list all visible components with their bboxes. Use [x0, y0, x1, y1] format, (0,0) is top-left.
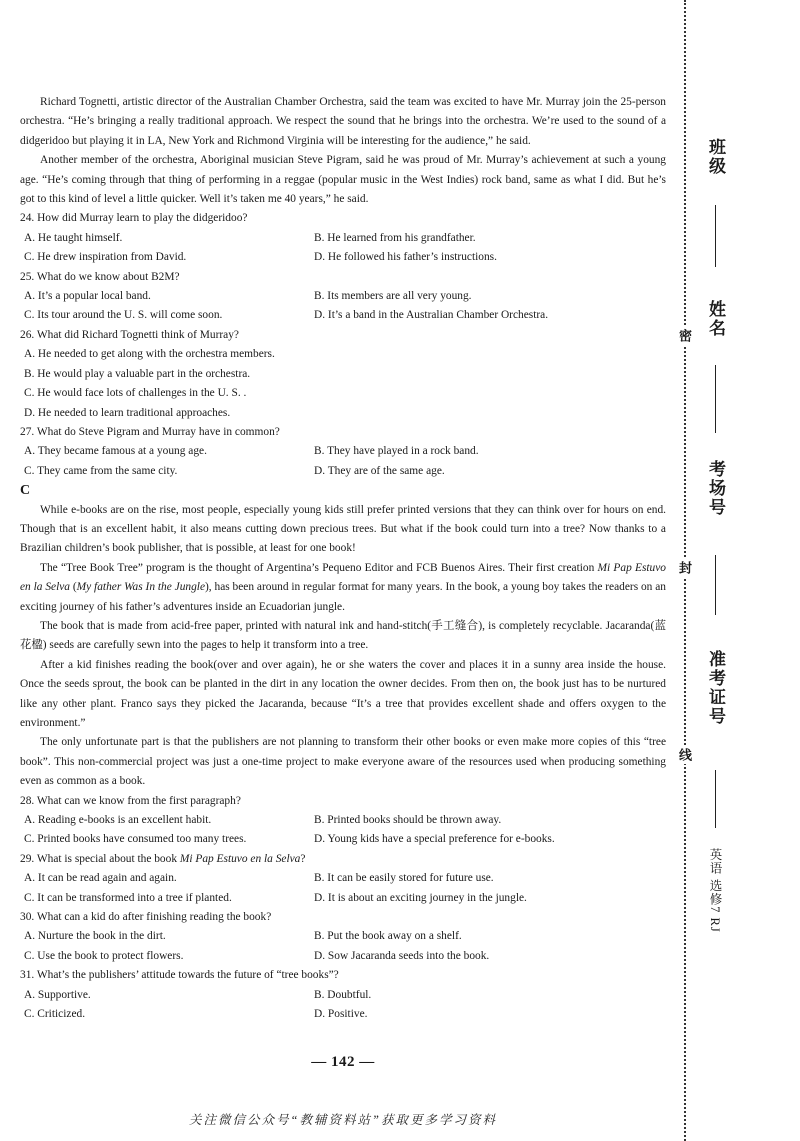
option: C. Use the book to protect flowers.	[24, 949, 184, 962]
option: A. It’s a popular local band.	[24, 290, 151, 303]
text-run: The “Tree Book Tree” program is the thought of Argentina’s Pequeno Editor and FCB Buenos Aires. Their first creation	[40, 561, 598, 574]
options-24	[20, 229, 666, 268]
option: C. It can be transformed into a tree if planted.	[24, 891, 232, 904]
options-28	[20, 811, 666, 850]
question-30: 30. What can a kid do after finishing reading the book?	[20, 911, 272, 924]
text-run: ?	[300, 852, 306, 865]
option: D. It’s a band in the Australian Chamber Orchestra.	[314, 309, 549, 322]
option: D. Young kids have a special preference for e-books.	[314, 833, 555, 846]
question-25: 25. What do we know about B2M?	[20, 270, 180, 283]
passage-paragraph: After a kid finishes reading the book(over and over again), he or she waters the cover and places it in a sunny area inside the house. Once the seeds sprout, the book can be planted in the dirt in any location the owner decides. From then on, the book just has to be nurtured like any other plant. Franco says they picked the Jacaranda, because “It’s a tree that provides excellent shade and offers oxygen to the environment.”	[20, 658, 666, 729]
option: A. He taught himself.	[24, 231, 123, 244]
footer-note: 关注微信公众号“教辅资料站”获取更多学习资料	[189, 1113, 497, 1127]
name-field-label: 姓名	[706, 300, 725, 338]
option: B. He learned from his grandfather.	[314, 231, 476, 244]
text-run: ), has been around in regular format for many years. In the book, a young boy takes the readers on an exciting journey of his father’s adventures inside an Ecuadorian jungle.	[20, 581, 666, 613]
question-24: 24. How did Murray learn to play the didgeridoo?	[20, 212, 248, 225]
text-run: (	[70, 581, 77, 594]
option: D. Sow Jacaranda seeds into the book.	[314, 949, 490, 962]
option: A. Nurture the book in the dirt.	[24, 930, 166, 943]
option: D. They are of the same age.	[314, 464, 445, 477]
option: A. He needed to get along with the orchestra members.	[24, 348, 275, 361]
option: D. He needed to learn traditional approaches.	[24, 406, 231, 419]
passage-paragraph: While e-books are on the rise, most people, especially young kids still prefer printed versions that they can think over for hours on end. Though that is an excellent habit, it also means cutting down precious trees. But what if the book could turn into a tree? Now thanks to a Brazilian children’s book publisher, that is possible, at least for one book!	[20, 503, 666, 555]
option: B. It can be easily stored for future use.	[314, 872, 494, 885]
subject-label: 英语 选修7 RJ	[708, 848, 722, 933]
option: B. Its members are all very young.	[314, 290, 472, 303]
class-field-label: 班级	[706, 138, 725, 176]
option: B. Put the book away on a shelf.	[314, 930, 462, 943]
option: A. Reading e-books is an excellent habit.	[24, 814, 212, 827]
option: A. They became famous at a young age.	[24, 445, 207, 458]
option: B. Printed books should be thrown away.	[314, 814, 502, 827]
option: D. It is about an exciting journey in the jungle.	[314, 891, 527, 904]
question-28: 28. What can we know from the first paragraph?	[20, 794, 241, 807]
option: C. Criticized.	[24, 1008, 86, 1021]
option: D. Positive.	[314, 1008, 368, 1021]
option: C. Printed books have consumed too many trees.	[24, 833, 247, 846]
question-26: 26. What did Richard Tognetti think of Murray?	[20, 328, 239, 341]
seal-mark-mi: 密	[672, 326, 696, 345]
option: B. Doubtful.	[314, 988, 372, 1001]
text-run: 29. What is special about the book	[20, 852, 180, 865]
options-30	[20, 927, 666, 966]
book-title: Mi Pap Estuvo en la Selva	[179, 852, 301, 865]
options-26	[20, 345, 666, 423]
class-field-line	[715, 205, 716, 267]
question-27: 27. What do Steve Pigram and Murray have in common?	[20, 425, 280, 438]
book-title: Mi Pap Estuvo en la Selva	[20, 561, 666, 594]
option: A. Supportive.	[24, 988, 91, 1001]
option: A. It can be read again and again.	[24, 872, 177, 885]
room-field-label: 考场号	[706, 460, 725, 517]
seal-mark-feng: 封	[672, 558, 696, 577]
question-29	[20, 850, 666, 869]
ticket-field-label: 准考证号	[706, 650, 725, 726]
passage-paragraph: Another member of the orchestra, Aboriginal musician Steve Pigram, said he was proud of Mr. Murray’s achievement at such a young age. “He’s coming through that thing of performing in a reggae (popular music in the West Indies) rock band, same as what I did. But he’s got to this kind of level a little quicker. Well it’s taken me 40 years,” he said.	[20, 154, 666, 206]
section-heading-c: C	[20, 483, 31, 499]
ticket-field-line	[715, 770, 716, 828]
passage-paragraph	[20, 559, 666, 617]
book-title-english: My father Was In the Jungle	[76, 581, 206, 594]
options-29	[20, 869, 666, 908]
exam-content	[20, 93, 666, 1024]
option: B. They have played in a rock band.	[314, 445, 479, 458]
room-field-line	[715, 555, 716, 615]
passage-paragraph: Richard Tognetti, artistic director of the Australian Chamber Orchestra, said the team was excited to have Mr. Murray join the 25-person orchestra. “He’s bringing a really traditional approach. We respect the sound that he brings into the orchestra. We’re used to the sound of a didgeridoo but playing it in LA, New York and Richmond Virginia will be interesting for the audience,” he said.	[20, 96, 666, 147]
options-25	[20, 287, 666, 326]
option: C. They came from the same city.	[24, 464, 178, 477]
passage-paragraph: The book that is made from acid-free paper, printed with natural ink and hand-stitch(手工缝合), is completely recyclable. Jacaranda(蓝花楹) seeds are carefully sewn into the pages to help it transform into a tree.	[20, 619, 666, 652]
option: C. He drew inspiration from David.	[24, 251, 187, 264]
option: C. He would face lots of challenges in the U. S. .	[24, 387, 247, 400]
options-31	[20, 986, 666, 1025]
option: C. Its tour around the U. S. will come soon.	[24, 309, 223, 322]
name-field-line	[715, 365, 716, 433]
question-31: 31. What’s the publishers’ attitude towards the future of “tree books”?	[20, 969, 339, 982]
options-27	[20, 442, 666, 481]
option: D. He followed his father’s instructions.	[314, 251, 497, 264]
option: B. He would play a valuable part in the orchestra.	[24, 367, 251, 380]
page-number: — 142 —	[311, 1054, 375, 1070]
seal-mark-xian: 线	[672, 745, 696, 764]
passage-paragraph: The only unfortunate part is that the publishers are not planning to transform their other books or even make more copies of this “tree book”. This non-commercial project was just a one-time project to make everyone aware of the resources used when producing something even as common as a book.	[20, 736, 666, 788]
